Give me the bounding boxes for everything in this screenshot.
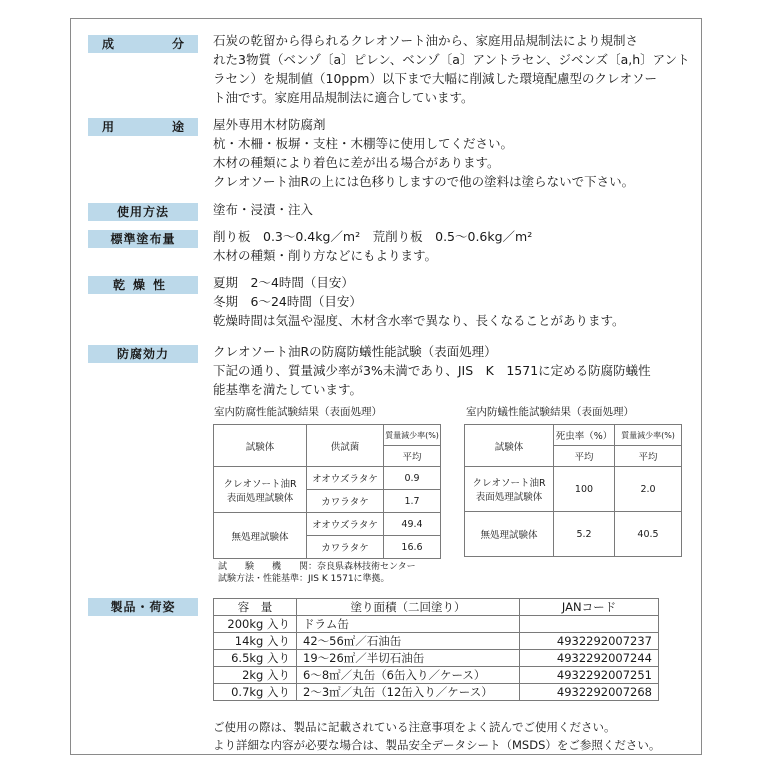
- footer-note-2: より詳細な内容が必要な場合は、製品安全データシート（MSDS）をご参照ください。: [213, 738, 661, 752]
- products-row: 2kg 入り 6〜8㎡／丸缶（6缶入り／ケース） 4932292007251: [214, 667, 659, 684]
- products-h-capacity: 容 量: [214, 599, 297, 616]
- termite-subject-2: 無処理試験体: [465, 512, 554, 557]
- test-standard-note: 試験方法・性能基準：JIS K 1571に準拠。: [218, 574, 390, 584]
- termite-loss-value: 40.5: [615, 512, 682, 557]
- decay-value: 1.7: [384, 490, 441, 513]
- decay-subject-1: クレオソート油R 表面処理試験体: [214, 467, 307, 513]
- label-ingredient: 成 分: [88, 35, 198, 53]
- termite-h-subject: 試験体: [465, 425, 554, 467]
- termite-death-value: 100: [554, 467, 615, 512]
- decay-h-loss: 質量減少率(%): [384, 425, 441, 446]
- termite-death-value: 5.2: [554, 512, 615, 557]
- termite-table-caption: 室内防蟻性能試験結果（表面処理）: [466, 406, 634, 418]
- products-row: 200kg 入り ドラム缶: [214, 616, 659, 633]
- method-text: 塗布・浸漬・注入: [213, 202, 314, 217]
- label-products: 製品・荷姿: [88, 598, 198, 616]
- decay-subject-2: 無処理試験体: [214, 513, 307, 559]
- label-drying: 乾燥性: [88, 276, 198, 294]
- products-row: 0.7kg 入り 2〜3㎡／丸缶（12缶入り／ケース） 4932292007268: [214, 684, 659, 701]
- decay-h-avg: 平均: [384, 446, 441, 467]
- decay-h-subject: 試験体: [214, 425, 307, 467]
- decay-fungus: カワラタケ: [307, 490, 384, 513]
- decay-table: [213, 424, 441, 559]
- decay-value: 16.6: [384, 536, 441, 559]
- label-coverage: 標準塗布量: [88, 230, 198, 248]
- products-row: 6.5kg 入り 19〜26㎡／半切石油缶 4932292007244: [214, 650, 659, 667]
- label-efficacy: 防腐効力: [88, 345, 198, 363]
- decay-fungus: カワラタケ: [307, 536, 384, 559]
- termite-h-avg: 平均: [615, 446, 682, 467]
- termite-loss-value: 2.0: [615, 467, 682, 512]
- decay-value: 49.4: [384, 513, 441, 536]
- decay-fungus: オオウズラタケ: [307, 513, 384, 536]
- usage-text: 屋外専用木材防腐剤 杭・木柵・板塀・支柱・木棚等に使用してください。 木材の種類により着色に差が出る場合があります。 クレオソート油Rの上には色移りしますので他の塗料は塗らないで下さい。: [213, 117, 635, 189]
- efficacy-text: クレオソート油Rの防腐防蟻性能試験（表面処理） 下記の通り、質量減少率が3%未満であり、JIS K 1571に定める防腐防蟻性 能基準を満たしています。: [213, 344, 651, 397]
- footer-note-1: ご使用の際は、製品に記載されている注意事項をよく読んでご使用ください。: [213, 720, 616, 734]
- label-usage: 用 途: [88, 118, 198, 136]
- termite-h-death: 死虫率（%）: [554, 425, 615, 446]
- termite-subject-1: クレオソート油R 表面処理試験体: [465, 467, 554, 512]
- decay-table-caption: 室内防腐性能試験結果（表面処理）: [214, 406, 382, 418]
- coverage-text: 削り板 0.3〜0.4kg／m² 荒削り板 0.5〜0.6kg／m² 木材の種類・削り方などにもよります。: [213, 229, 533, 263]
- termite-table: [464, 424, 682, 557]
- termite-h-loss: 質量減少率(%): [615, 425, 682, 446]
- test-institution-note: 試 験 機 関：奈良県森林技術センター: [218, 562, 416, 572]
- decay-fungus: オオウズラタケ: [307, 467, 384, 490]
- decay-h-fungus: 供試菌: [307, 425, 384, 467]
- decay-value: 0.9: [384, 467, 441, 490]
- ingredient-text: 石炭の乾留から得られるクレオソート油から、家庭用品規制法により規制さ れた3物質（ベンゾ〔a〕ピレン、ベンゾ〔a〕アントラセン、ジベンズ〔a,h〕アント ラセン）を規制値（10ppm）以下まで大幅に削減した環境配慮型のクレオソー ト油です。家庭用品規制法に適合しています。: [213, 33, 690, 105]
- drying-text: 夏期 2〜4時間（目安） 冬期 6〜24時間（目安） 乾燥時間は気温や湿度、木材含水率で異なり、長くなることがあります。: [213, 275, 625, 328]
- products-table: [213, 598, 659, 701]
- products-h-jan: JANコード: [520, 599, 659, 616]
- termite-h-avg: 平均: [554, 446, 615, 467]
- label-method: 使用方法: [88, 203, 198, 221]
- products-h-area: 塗り面積（二回塗り）: [297, 599, 520, 616]
- products-row: 14kg 入り 42〜56㎡／石油缶 4932292007237: [214, 633, 659, 650]
